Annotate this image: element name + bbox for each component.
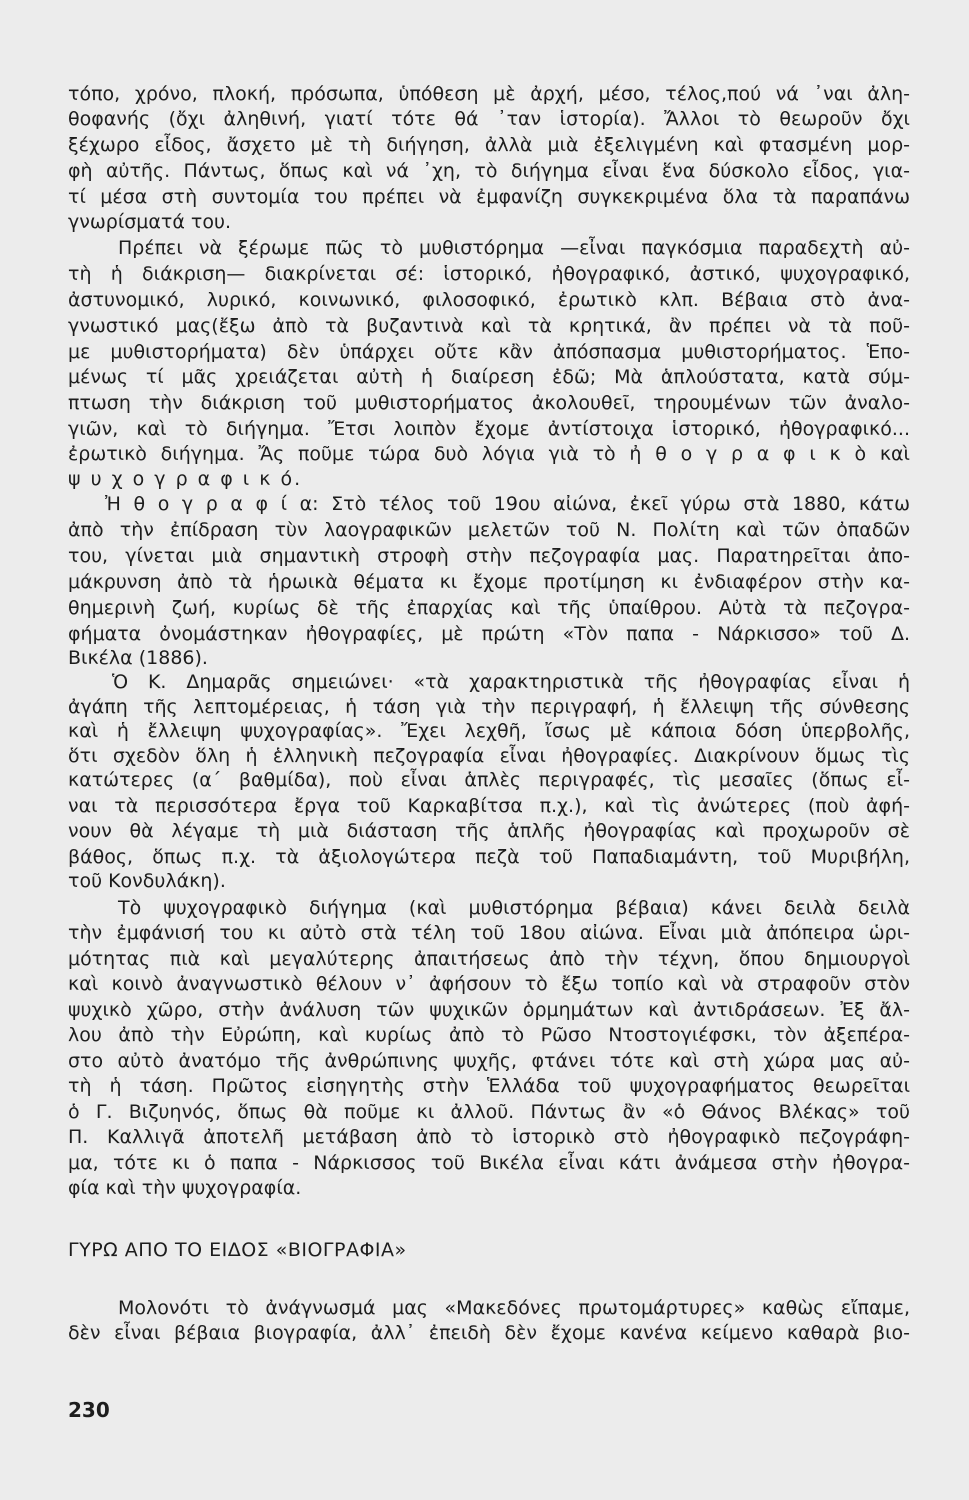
text-line: Μολονότι τὸ ἀνάγνωσμά μας «Μακεδόνες πρωτομάρτυρες» καθὼς εἴπαμε, [118,1297,910,1319]
text-line: μάκρυνση ἀπὸ τὰ ἡρωικὰ θέματα κι ἔχομε προτίμηση κι ἐνδιαφέρον στὴν κα- [68,571,910,593]
text-line: ἀστυνομικό, λυρικό, κοινωνικό, φιλοσοφικό, ἐρωτικὸ κλπ. Βέβαια στὸ ἀνα- [68,289,910,311]
text-line: φήματα ὀνομάστηκαν ἠθογραφίες, μὲ πρώτη «Τὸν παπα - Νάρκισσο» τοῦ Δ. [68,623,910,645]
text-line: Ἠ θ ο γ ρ α φ ί α: Στὸ τέλος τοῦ 19ου αἰώνα, ἐκεῖ γύρω στὰ 1880, κάτω [105,493,910,515]
text-line: νουν θὰ λέγαμε τὴ μιὰ διάσταση τῆς ἁπλῆς ἠθογραφίας καὶ προχωροῦν σὲ [68,820,910,842]
text-line: ὁ Γ. Βιζυηνός, ὅπως θὰ ποῦμε κι ἀλλοῦ. Πάντως ἂν «ὁ Θάνος Βλέκας» τοῦ [68,1101,910,1123]
text-line: ἀπὸ τὴν ἐπίδραση τὺν λαογραφικῶν μελετῶν τοῦ Ν. Πολίτη καὶ τῶν ὀπαδῶν [68,519,910,541]
text-line: του, γίνεται μιὰ σημαντικὴ στροφὴ στὴν πεζογραφία μας. Παρατηρεῖται ἀπο- [68,545,910,567]
text-line: Τὸ ψυχογραφικὸ διήγημα (καὶ μυθιστόρημα βέβαια) κάνει δειλὰ δειλὰ [118,897,910,919]
text-line: λου ἀπὸ τὴν Εὐρώπη, καὶ κυρίως ἀπὸ τὸ Ρῶσο Ντοστογιέφσκι, τὸν ἀξεπέρα- [68,1024,910,1046]
page-number: 230 [68,1398,110,1422]
text-line: γνωρίσματά του. [68,211,232,233]
text-line: στο αὐτὸ ἀνατόμο τῆς ἀνθρώπινης ψυχῆς, φτάνει τότε καὶ στὴ χώρα μας αὐ- [68,1050,910,1072]
text-line: θοφανής (ὄχι ἀληθινή, γιατί τότε θά ᾽ταν ἱστορία). Ἄλλοι τὸ θεωροῦν ὄχι [68,108,910,130]
text-line: γνωστικό μας(ἔξω ἀπὸ τὰ βυζαντινὰ καὶ τὰ κρητικά, ἂν πρέπει νὰ τὰ ποῦ- [68,315,910,337]
text-line: φὴ αὐτῆς. Πάντως, ὅπως καὶ νά ᾽χη, τὸ διήγημα εἶναι ἕνα δύσκολο εἶδος, για- [68,160,910,182]
text-line: ψ υ χ ο γ ρ α φ ι κ ό. [68,468,303,490]
text-line: καὶ ἡ ἔλλειψη ψυχογραφίας». Ἔχει λεχθῆ, ἴσως μὲ κάποια δόση ὑπερβολῆς, [68,720,910,742]
text-line: βάθος, ὅπως π.χ. τὰ ἀξιολογώτερα πεζὰ τοῦ Παπαδιαμάντη, τοῦ Μυριβήλη, [68,846,910,868]
text-line: τί μέσα στὴ συντομία του πρέπει νὰ ἐμφανίζη συγκεκριμένα ὅλα τὰ παραπάνω [68,186,910,208]
text-line: τοῦ Κονδυλάκη). [68,870,226,892]
text-line: μένως τί μᾶς χρειάζεται αὐτὴ ἡ διαίρεση ἐδῶ; Μὰ ἁπλούστατα, κατὰ σύμ- [68,366,910,388]
text-line: τὴ ἡ τάση. Πρῶτος εἰσηγητὴς στὴν Ἑλλάδα τοῦ ψυχογραφήματος θεωρεῖται [68,1075,910,1097]
text-line: δὲν εἶναι βέβαια βιογραφία, ἀλλ᾽ ἐπειδὴ δὲν ἔχομε κανένα κείμενο καθαρὰ βιο- [68,1322,910,1344]
text-line: ψυχικὸ χῶρο, στὴν ἀνάλυση τῶν ψυχικῶν ὁρμημάτων καὶ ἀντιδράσεων. Ἐξ ἄλ- [68,999,910,1021]
text-line: καὶ κοινὸ ἀναγνωστικὸ θέλουν ν᾽ ἀφήσουν τὸ ἔξω τοπίο καὶ νὰ στραφοῦν στὸν [68,973,910,995]
text-line: Π. Καλλιγᾶ ἀποτελῆ μετάβαση ἀπὸ τὸ ἱστορικὸ στὸ ἠθογραφικὸ πεζογράφη- [68,1126,910,1148]
text-line: μα, τότε κι ὁ παπα - Νάρκισσος τοῦ Βικέλα εἶναι κάτι ἀνάμεσα στὴν ἠθογρα- [68,1152,910,1174]
text-line: γιῶν, καὶ τὸ διήγημα. Ἔτσι λοιπὸν ἔχομε ἀντίστοιχα ἱστορικό, ἠθογραφικό... [68,418,910,440]
text-line: μότητας πιὰ καὶ μεγαλύτερης ἀπαιτήσεως ἀπὸ τὴν τέχνη, ὅπου δημιουργοὶ [68,948,910,970]
text-line: Πρέπει νὰ ξέρωμε πῶς τὸ μυθιστόρημα —εἶναι παγκόσμια παραδεχτὴ αὐ- [118,237,910,259]
text-line: ἀγάπη τῆς λεπτομέρειας, ἡ τάση γιὰ τὴν περιγραφή, ἡ ἔλλειψη τῆς σύνθεσης [68,696,910,718]
text-line: με μυθιστορήματα) δὲν ὑπάρχει οὔτε κἂν ἀπόσπασμα μυθιστορήματος. Ἑπο- [68,341,910,363]
text-line: Ὁ Κ. Δημαρᾶς σημειώνει· «τὰ χαρακτηριστικὰ τῆς ἠθογραφίας εἶναι ἡ [112,671,910,693]
text-line: πτωση τὴν διάκριση τοῦ μυθιστορήματος ἀκολουθεῖ, τηρουμένων τῶν ἀναλο- [68,392,910,414]
text-line: τόπο, χρόνο, πλοκή, πρόσωπα, ὑπόθεση μὲ ἀρχή, μέσο, τέλος,πού νά ᾽ναι ἀλη- [68,83,910,105]
text-line: τὴ ἡ διάκριση— διακρίνεται σέ: ἱστορικό, ἠθογραφικό, ἀστικό, ψυχογραφικό, [68,263,910,285]
text-line: ὅτι σχεδὸν ὅλη ἡ ἑλληνικὴ πεζογραφία εἶναι ἠθογραφίες. Διακρίνουν ὅμως τὶς [68,745,910,767]
text-line: ξέχωρο εἶδος, ἄσχετο μὲ τὴ διήγηση, ἀλλὰ μιὰ ἐξελιγμένη καὶ φτασμένη μορ- [68,134,910,156]
text-line: θημερινὴ ζωή, κυρίως δὲ τῆς ἐπαρχίας καὶ τῆς ὑπαίθρου. Αὐτὰ τὰ πεζογρα- [68,597,910,619]
section-heading: ΓΥΡΩ ΑΠΟ ΤΟ ΕΙΔΟΣ «ΒΙΟΓΡΑΦΙΑ» [68,1239,407,1261]
text-line: κατώτερες (α΄ βαθμίδα), ποὺ εἶναι ἁπλὲς περιγραφές, τὶς μεσαῖες (ὅπως εἶ- [68,769,910,791]
text-line: τὴν ἐμφάνισή του κι αὐτὸ στὰ τέλη τοῦ 18ου αἰώνα. Εἶναι μιὰ ἀπόπειρα ὡρι- [68,922,910,944]
text-line: Βικέλα (1886). [68,647,208,669]
text-line: ναι τὰ περισσότερα ἔργα τοῦ Καρκαβίτσα π.χ.), καὶ τὶς ἀνώτερες (ποὺ ἀφή- [68,795,910,817]
text-line: φία καὶ τὴν ψυχογραφία. [68,1177,302,1199]
text-line: ἐρωτικὸ διήγημα. Ἄς ποῦμε τώρα δυὸ λόγια γιὰ τὸ ἠ θ ο γ ρ α φ ι κ ὸ καὶ [68,443,910,465]
